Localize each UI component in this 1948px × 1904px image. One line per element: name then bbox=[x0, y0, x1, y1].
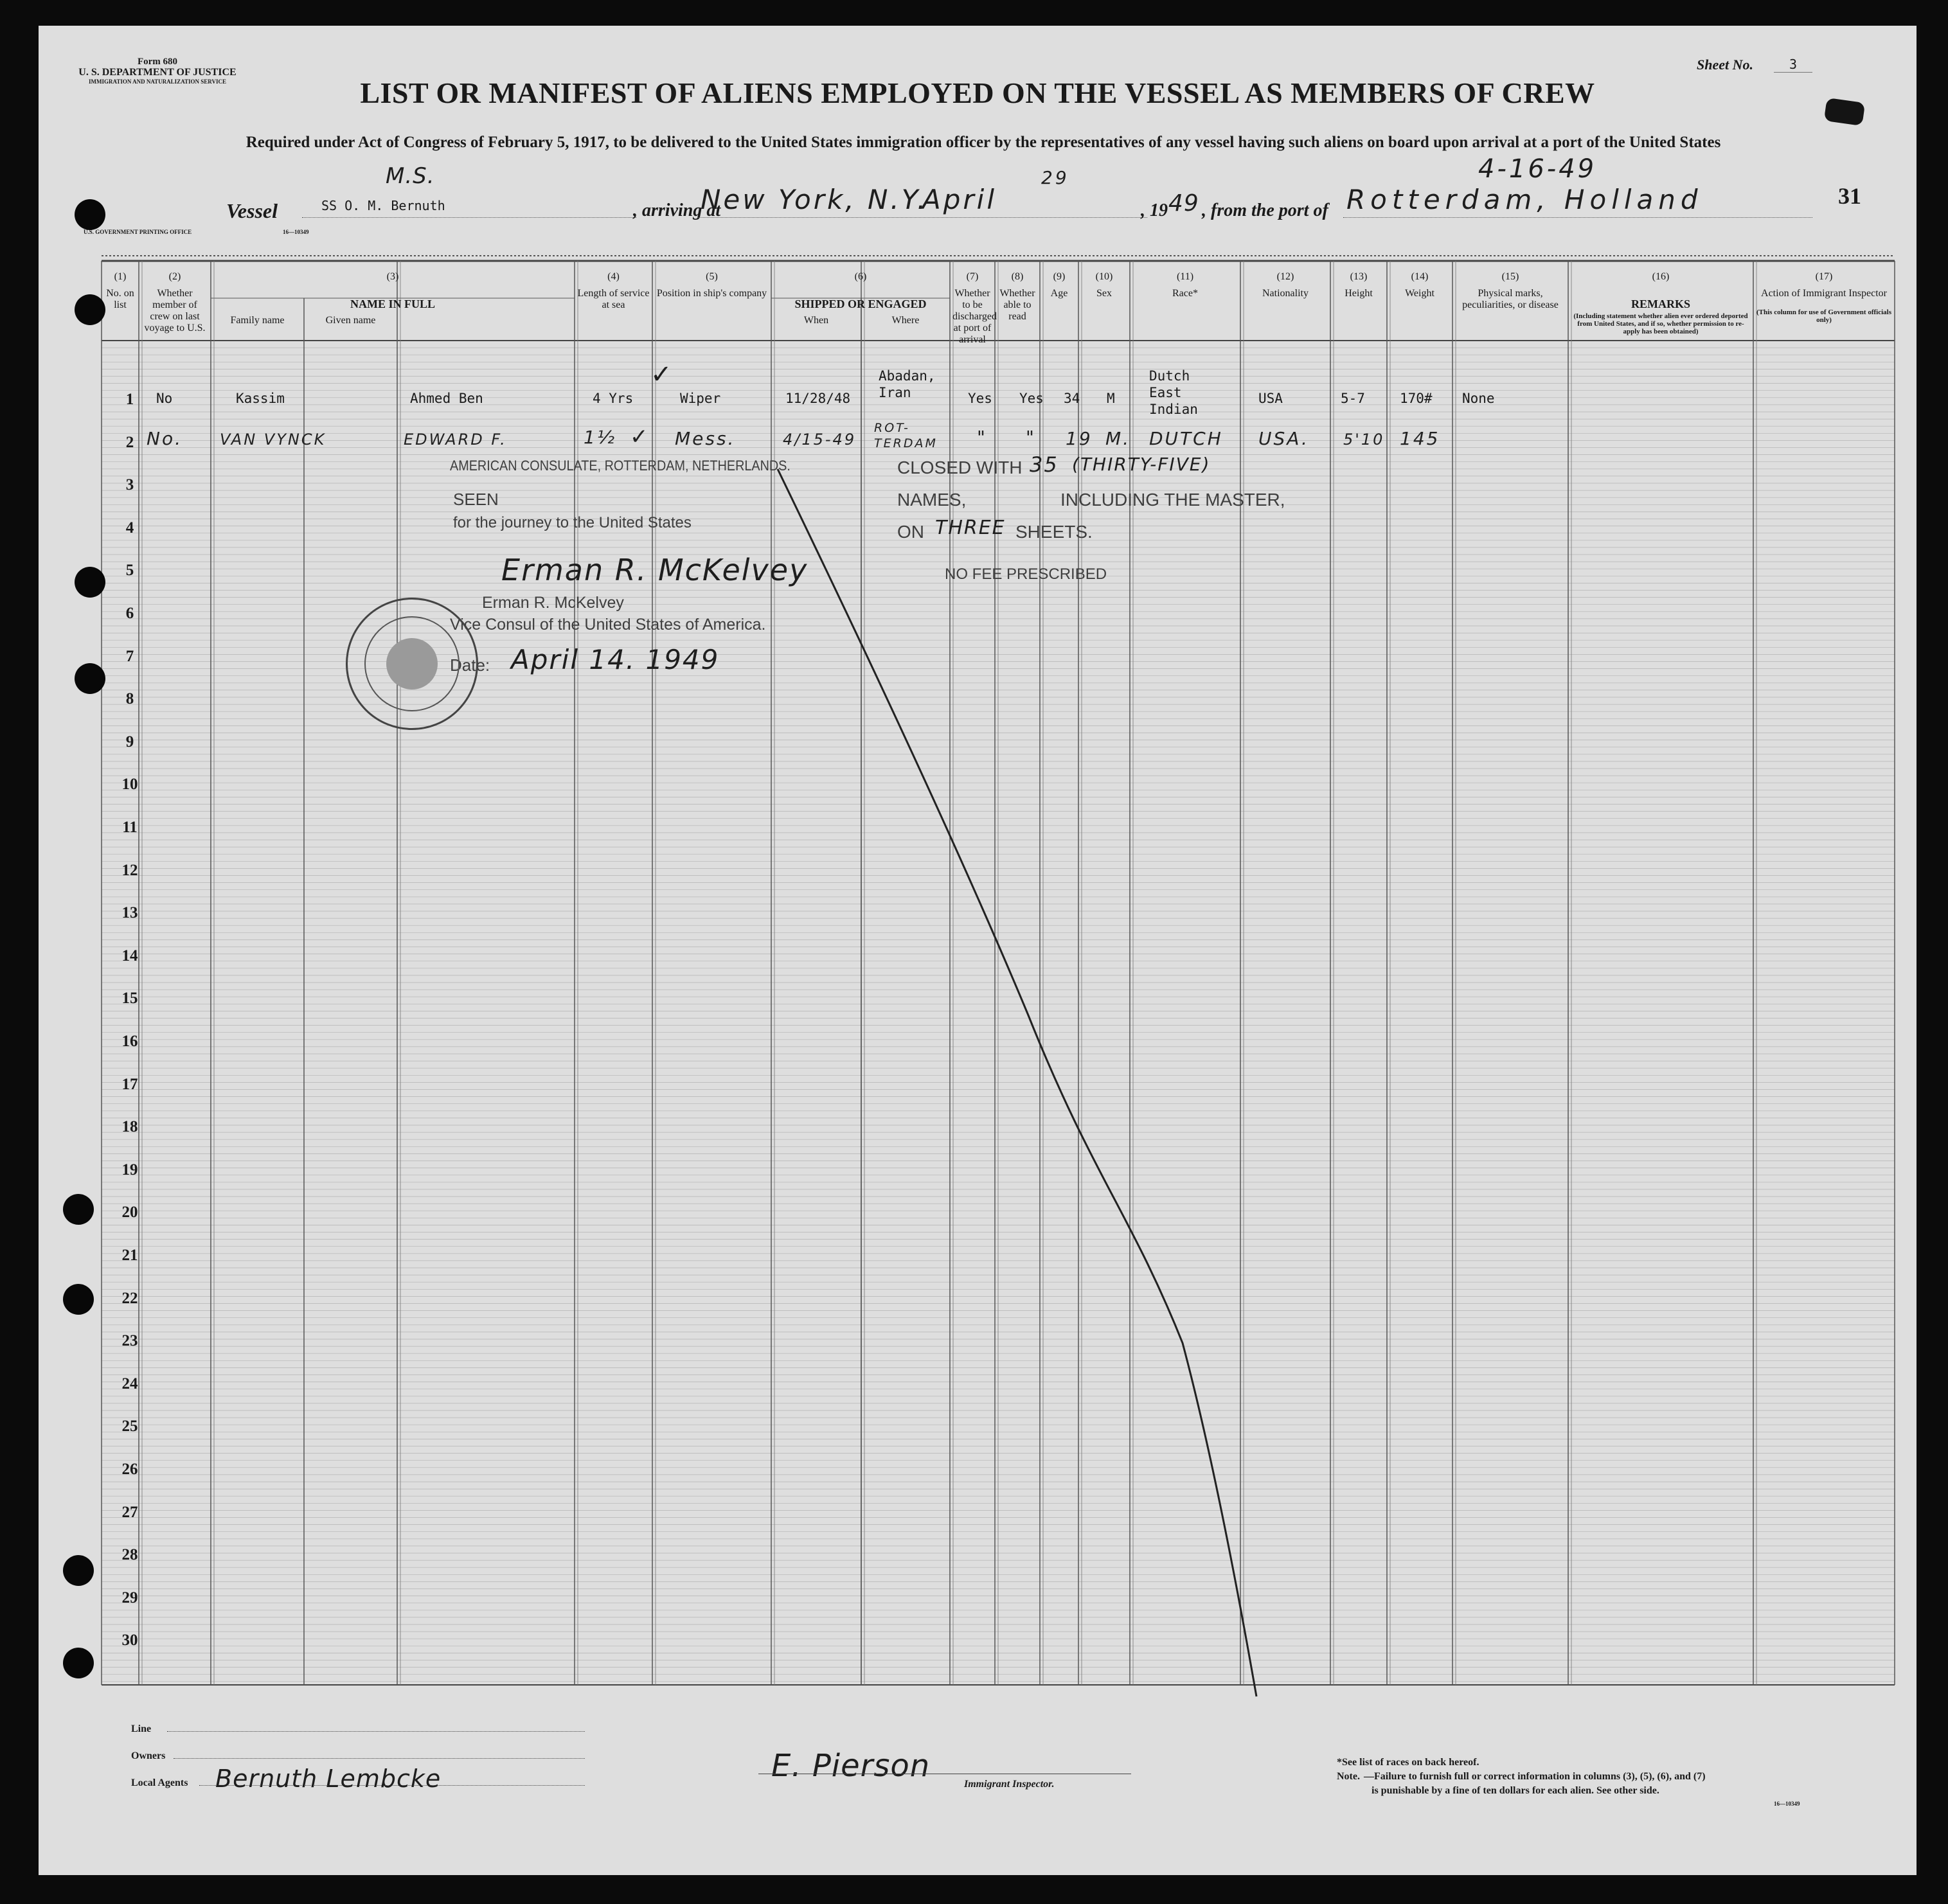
column-header: Race* bbox=[1172, 288, 1198, 299]
footer-agents-label: Local Agents bbox=[131, 1777, 188, 1788]
closed-with-count: 35 bbox=[1030, 452, 1059, 477]
column-number: (4) bbox=[607, 271, 620, 282]
consulate-seen: SEEN bbox=[453, 490, 499, 509]
footer-note-races: *See list of races on back hereof. bbox=[1337, 1757, 1479, 1768]
row2-last-voyage: No. bbox=[147, 428, 183, 449]
column-header: Length of service at sea bbox=[577, 288, 650, 310]
column-number: (3) bbox=[386, 271, 399, 282]
inspector-label: Immigrant Inspector. bbox=[964, 1779, 1055, 1790]
row-number: 29 bbox=[121, 1588, 138, 1606]
column-header: Sex bbox=[1096, 288, 1112, 299]
row-number: 6 bbox=[125, 605, 134, 622]
column-header: Physical marks, peculiarities, or disease bbox=[1462, 288, 1559, 310]
row-number: 10 bbox=[121, 776, 138, 794]
column-number: (8) bbox=[1011, 271, 1024, 282]
row1-race: Dutch East Indian bbox=[1149, 368, 1198, 417]
row1-where: Abadan, Iran bbox=[879, 368, 936, 400]
column-number: (14) bbox=[1411, 271, 1429, 282]
row-number: 24 bbox=[121, 1375, 138, 1392]
including-master: INCLUDING THE MASTER, bbox=[1060, 490, 1285, 510]
punch-hole bbox=[75, 294, 105, 325]
on-label: ON bbox=[897, 522, 924, 542]
consul-date: April 14. 1949 bbox=[511, 644, 720, 675]
row-number: 27 bbox=[121, 1503, 138, 1521]
names-label: NAMES, bbox=[897, 490, 967, 510]
arriving-month: April bbox=[922, 184, 997, 215]
row1-when: 11/28/48 bbox=[785, 391, 851, 406]
punch-hole bbox=[63, 1194, 94, 1225]
punch-hole bbox=[75, 567, 105, 598]
cancellation-stroke bbox=[778, 469, 1256, 1696]
column-subheader: Given name bbox=[325, 315, 376, 326]
consular-seal bbox=[346, 598, 478, 730]
printing-office: U.S. GOVERNMENT PRINTING OFFICE bbox=[84, 229, 192, 235]
consul-signature: Erman R. McKelvey bbox=[501, 553, 809, 587]
row-number: 28 bbox=[121, 1546, 138, 1564]
row-number: 25 bbox=[121, 1418, 138, 1436]
print-code-top: 16—10349 bbox=[283, 229, 309, 235]
column-number: (9) bbox=[1053, 271, 1066, 282]
column-header: Height bbox=[1345, 288, 1373, 299]
row1-given-name: Ahmed Ben bbox=[410, 391, 483, 406]
inspector-signature: E. Pierson bbox=[771, 1748, 931, 1784]
row1-discharged: Yes bbox=[968, 391, 992, 406]
column-header: NAME IN FULL bbox=[350, 298, 435, 310]
row2-age: 19 bbox=[1066, 428, 1093, 449]
row2-discharged: " bbox=[977, 427, 987, 448]
row1-last-voyage: No bbox=[156, 391, 173, 406]
row2-position: Mess. bbox=[675, 428, 736, 449]
column-number: (5) bbox=[706, 271, 718, 282]
punch-hole bbox=[63, 1648, 94, 1678]
row-number: 4 bbox=[125, 519, 134, 537]
column-header: SHIPPED OR ENGAGED bbox=[794, 298, 927, 310]
row-number: 17 bbox=[121, 1075, 138, 1093]
manifest-sheet bbox=[39, 26, 1917, 1875]
footer-note-label: Note. bbox=[1337, 1771, 1360, 1782]
row2-service: 1½ bbox=[584, 427, 616, 448]
row-number: 13 bbox=[121, 904, 138, 922]
row-number: 5 bbox=[125, 562, 134, 580]
no-fee-prescribed: NO FEE PRESCRIBED bbox=[945, 565, 1107, 583]
arriving-day: 29 bbox=[1041, 167, 1069, 188]
punch-hole bbox=[63, 1284, 94, 1315]
row1-checkmark: ✓ bbox=[650, 360, 675, 389]
column-number: (13) bbox=[1350, 271, 1368, 282]
column-number: (1) bbox=[114, 271, 127, 282]
row-number: 22 bbox=[121, 1289, 138, 1307]
footer-note-text: —Failure to furnish full or correct information in columns (3), (5), (6), and (7) bbox=[1364, 1771, 1706, 1782]
consul-title: Vice Consul of the United States of America. bbox=[450, 616, 766, 634]
row1-position: Wiper bbox=[680, 391, 721, 406]
row2-nationality: USA. bbox=[1258, 428, 1309, 449]
row-number: 12 bbox=[121, 861, 138, 879]
column-number: (10) bbox=[1095, 271, 1113, 282]
row1-service: 4 Yrs bbox=[593, 391, 634, 406]
row-number: 20 bbox=[121, 1204, 138, 1222]
service-name: IMMIGRATION AND NATURALIZATION SERVICE bbox=[89, 78, 226, 85]
row2-sex: M. bbox=[1105, 428, 1131, 449]
row-number: 1 bbox=[125, 391, 134, 408]
row1-family-name: Kassim bbox=[236, 391, 285, 406]
page-mark: 31 bbox=[1838, 183, 1861, 209]
row1-marks: None bbox=[1462, 391, 1495, 406]
consul-name: Erman R. McKelvey bbox=[482, 594, 624, 612]
column-subheader: Family name bbox=[230, 315, 285, 326]
sheet-number-label: Sheet No. bbox=[1697, 57, 1753, 73]
column-header-note: (Including statement whether alien ever ordered deported from United States, and if so, whether permission to re-apply has been obtained) bbox=[1573, 312, 1748, 335]
column-number: (12) bbox=[1276, 271, 1294, 282]
vessel-name: SS O. M. Bernuth bbox=[321, 198, 445, 213]
consulate-journey: for the journey to the United States bbox=[453, 514, 692, 531]
punch-hole bbox=[75, 199, 105, 230]
row2-read: " bbox=[1026, 427, 1036, 448]
row-number: 11 bbox=[122, 819, 138, 836]
row2-weight: 145 bbox=[1400, 428, 1440, 449]
arriving-place: New York, N.Y. bbox=[701, 184, 929, 215]
department-name: U. S. DEPARTMENT OF JUSTICE bbox=[78, 67, 237, 78]
row-number: 30 bbox=[121, 1632, 138, 1650]
punch-hole bbox=[63, 1555, 94, 1586]
footer-agents-signature: Bernuth Lembcke bbox=[215, 1765, 442, 1793]
row-number: 26 bbox=[121, 1461, 138, 1478]
punch-hole bbox=[75, 663, 105, 694]
column-number: (2) bbox=[168, 271, 181, 282]
row-number: 16 bbox=[121, 1033, 138, 1050]
row-number: 7 bbox=[125, 647, 134, 665]
footer-print-code: 16—10349 bbox=[1774, 1801, 1800, 1807]
row2-given-name: EDWARD F. bbox=[404, 431, 507, 449]
column-number: (15) bbox=[1501, 271, 1519, 282]
form-number: Form 680 bbox=[137, 57, 178, 67]
column-subheader: Where bbox=[891, 315, 920, 326]
row-number: 18 bbox=[121, 1118, 138, 1136]
column-header: Whether to be discharged at port of arrival bbox=[952, 288, 997, 345]
consulate-line-1: AMERICAN CONSULATE, ROTTERDAM, NETHERLANDS. bbox=[450, 458, 791, 474]
column-header: Whether able to read bbox=[999, 288, 1035, 322]
column-header: REMARKS bbox=[1631, 298, 1690, 310]
column-header: Age bbox=[1050, 288, 1068, 299]
column-subheader: When bbox=[803, 315, 829, 326]
column-number: (17) bbox=[1815, 271, 1833, 282]
footer-owners-label: Owners bbox=[131, 1750, 166, 1761]
row1-read: Yes bbox=[1019, 391, 1044, 406]
vessel-correction: M.S. bbox=[386, 163, 435, 189]
footer-owners-field bbox=[174, 1758, 585, 1759]
column-number: (11) bbox=[1176, 271, 1194, 282]
row2-where: ROT-TERDAM bbox=[874, 421, 938, 450]
row2-when: 4/15-49 bbox=[783, 431, 857, 449]
column-header: Whether member of crew on last voyage to U.S. bbox=[144, 288, 206, 334]
column-header: No. on list bbox=[106, 288, 134, 310]
row2-race: DUTCH bbox=[1149, 428, 1223, 449]
consul-date-label: Date: bbox=[450, 655, 490, 675]
row-number: 9 bbox=[125, 733, 134, 751]
column-header: Position in ship's company bbox=[656, 288, 767, 299]
row1-age: 34 bbox=[1064, 391, 1080, 406]
row-number: 21 bbox=[121, 1247, 138, 1264]
column-header: Nationality bbox=[1262, 288, 1309, 299]
sheet-count: THREE bbox=[935, 517, 1006, 539]
footer-line-field bbox=[167, 1731, 585, 1732]
from-port-value: Rotterdam, Holland bbox=[1346, 184, 1703, 215]
form-subtitle: Required under Act of Congress of February 5, 1917, to be delivered to the United States immigration officer by the representatives of any vessel having such aliens on board upon arrival at a port of the United States bbox=[246, 134, 1721, 151]
closed-with-label: CLOSED WITH bbox=[897, 458, 1023, 477]
footer-line-label: Line bbox=[131, 1723, 152, 1734]
row1-height: 5-7 bbox=[1341, 391, 1365, 406]
column-number: (7) bbox=[966, 271, 979, 282]
row-number: 14 bbox=[121, 947, 138, 965]
row-number: 8 bbox=[125, 690, 134, 708]
sheet-number-value: 3 bbox=[1774, 57, 1812, 73]
year-value: 49 bbox=[1168, 190, 1199, 217]
row-number: 19 bbox=[121, 1161, 138, 1179]
sheets-label: SHEETS. bbox=[1015, 522, 1093, 542]
row2-family-name: VAN VYNCK bbox=[220, 431, 326, 449]
row-number: 3 bbox=[125, 476, 134, 494]
from-port-label: , from the port of bbox=[1202, 200, 1328, 220]
row2-height: 5'10 bbox=[1343, 431, 1385, 449]
column-number: (16) bbox=[1652, 271, 1670, 282]
column-header: Action of Immigrant Inspector bbox=[1761, 288, 1887, 299]
column-header-note: (This column for use of Government officials only) bbox=[1756, 308, 1891, 324]
row-number: 23 bbox=[121, 1332, 138, 1350]
row1-nationality: USA bbox=[1258, 391, 1283, 406]
row-number: 15 bbox=[121, 990, 138, 1008]
row2-checkmark: ✓ bbox=[630, 424, 650, 450]
row-number: 2 bbox=[125, 433, 134, 451]
date-note: 4-16-49 bbox=[1478, 154, 1597, 184]
column-number: (6) bbox=[854, 271, 867, 282]
year-prefix: , 19 bbox=[1141, 200, 1168, 220]
vessel-label: Vessel bbox=[226, 199, 278, 222]
arriving-label: , arriving at bbox=[633, 200, 721, 220]
footer-note-penalty: is punishable by a fine of ten dollars for each alien. See other side. bbox=[1372, 1785, 1659, 1796]
row1-sex: M bbox=[1107, 391, 1115, 406]
column-header: Weight bbox=[1405, 288, 1434, 299]
form-title: LIST OR MANIFEST OF ALIENS EMPLOYED ON THE VESSEL AS MEMBERS OF CREW bbox=[360, 76, 1595, 109]
closed-with-words: (THIRTY-FIVE) bbox=[1072, 454, 1211, 475]
eagle-emblem-icon bbox=[386, 638, 438, 690]
row1-weight: 170# bbox=[1400, 391, 1433, 406]
